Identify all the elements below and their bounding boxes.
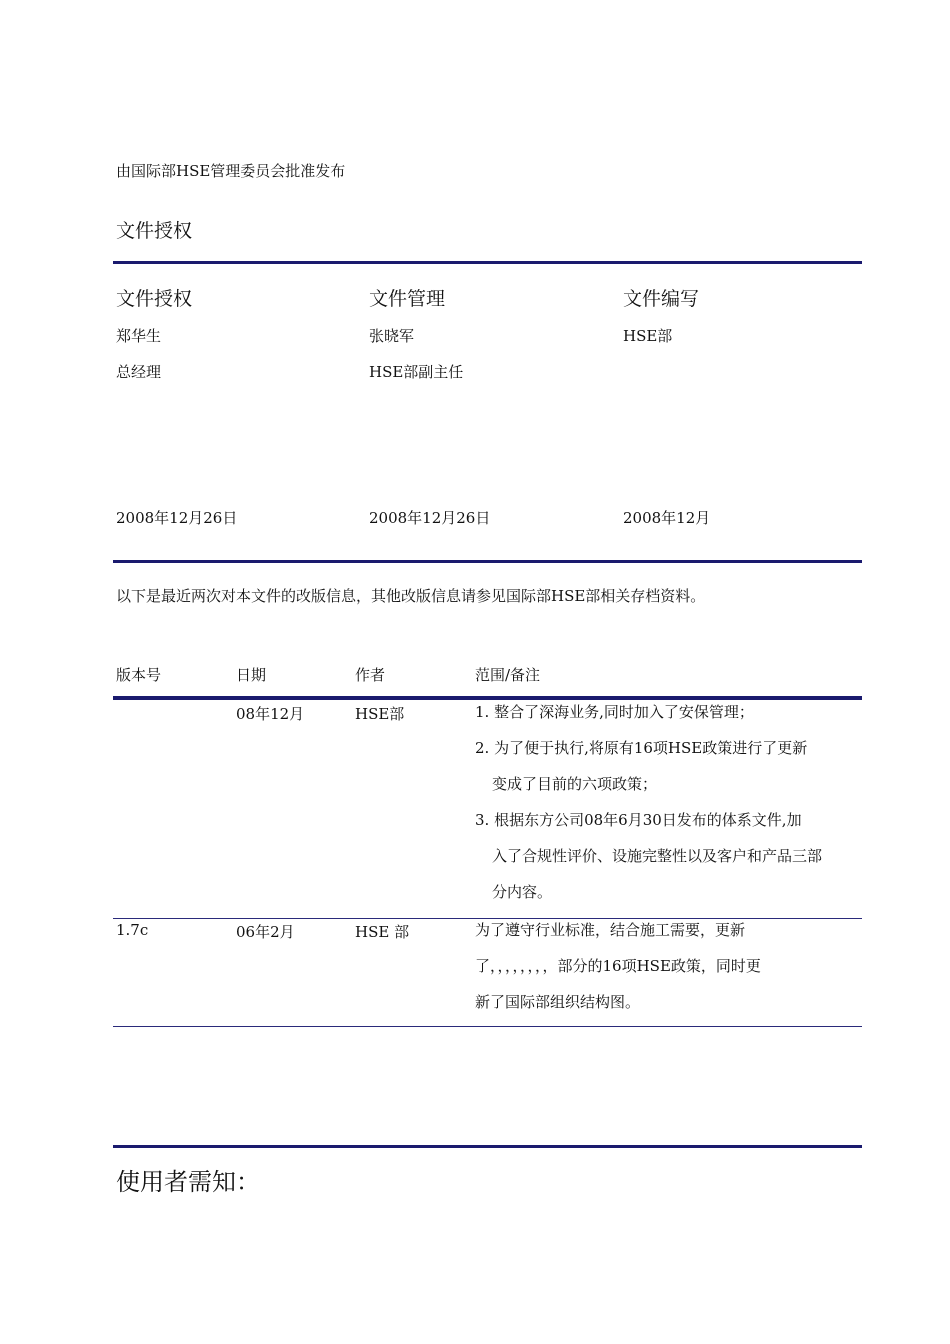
divider [113,1145,862,1148]
row-author: HSE部 [355,705,405,723]
manage-heading: 文件管理 [369,288,446,310]
divider [113,261,862,264]
manage-date: 2008年12月26日 [369,509,491,527]
row-note-line: 1. 整合了深海业务,同时加入了安保管理； [475,703,754,721]
row-note-line: 新了国际部组织结构图。 [475,993,641,1011]
auth-name: 郑华生 [116,327,162,345]
row-note-line: 2. 为了便于执行,将原有16项HSE政策进行了更新 [475,739,808,757]
section-title: 文件授权 [116,220,193,242]
manage-name: 张晓军 [369,327,415,345]
col-header-version: 版本号 [116,666,162,684]
auth-title: 总经理 [116,363,162,381]
row-author: HSE 部 [355,923,410,941]
table-bottom-rule [113,1026,862,1027]
user-notice-heading: 使用者需知： [116,1168,260,1196]
row-note-line: 为了遵守行业标准，结合施工需要，更新 [475,921,746,939]
author-date: 2008年12月 [623,509,711,527]
revision-note: 以下是最近两次对本文件的改版信息，其他改版信息请参见国际部HSE部相关存档资料。 [116,587,706,605]
manage-title: HSE部副主任 [369,363,464,381]
auth-heading: 文件授权 [116,288,193,310]
row-note-line: 了，，，，，，，，部分的16项HSE政策，同时更 [475,957,761,975]
row-date: 06年2月 [236,923,295,941]
col-header-date: 日期 [236,666,267,684]
row-note-line: 3. 根据东方公司08年6月30日发布的体系文件,加 [475,811,802,829]
row-note-line: 变成了目前的六项政策； [492,775,658,793]
author-name: HSE部 [623,327,673,345]
row-date: 08年12月 [236,705,305,723]
approval-line: 由国际部HSE管理委员会批准发布 [116,162,346,180]
col-header-notes: 范围/备注 [475,666,541,684]
auth-date: 2008年12月26日 [116,509,238,527]
divider [113,560,862,563]
author-heading: 文件编写 [623,288,700,310]
row-note-line: 分内容。 [492,883,553,901]
col-header-author: 作者 [355,666,386,684]
row-note-line: 入了合规性评价、设施完整性以及客户和产品三部 [492,847,823,865]
row-version: 1.7c [116,921,149,939]
